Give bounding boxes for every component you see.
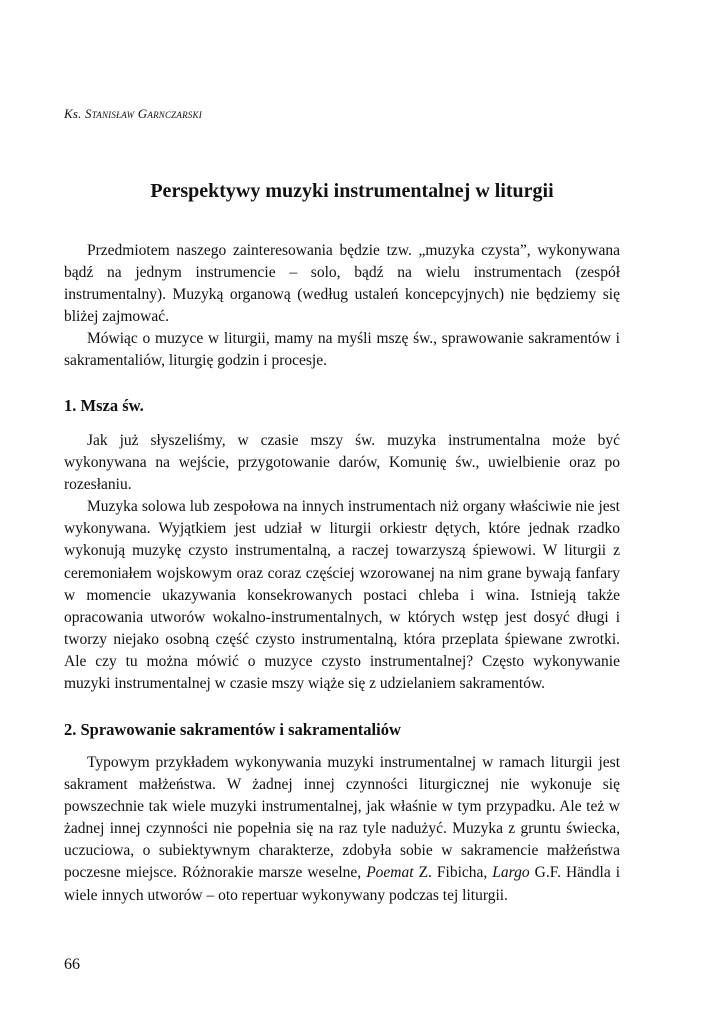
- author-prefix: Ks.: [64, 106, 82, 121]
- text-run: Z. Fibicha,: [418, 864, 488, 882]
- body-paragraph: Muzyka solowa lub zespołowa na innych instrumentach niż organy właściwie nie jest wykonywana. Wyjątkiem jest udział w liturgii orkiestr dętych, które jednak rzadko wykonują muzykę czysto instrumentalną, a raczej towarzyszą śpiewowi. W liturgii z ceremoniałem wojskowym oraz coraz częściej wzorowanej na nim grane bywają fanfary w momencie ukazywania konsekrowanych postaci chleba i wina. Istnieją także opracowania utworów wokalno-instrumentalnych, w których wstęp jest dosyć długi i tworzy niejako osobną część czysto instrumentalną, która przeplata śpiewane zwrotki. Ale czy tu można mówić o muzyce czysto instrumentalnej? Często wykonywanie muzyki instrumentalnej w czasie mszy wiąże się z udzielaniem sakramentów.: [64, 498, 620, 693]
- article-title: Perspektywy muzyki instrumentalnej w liturgii: [150, 180, 554, 202]
- body-paragraph: [64, 752, 620, 907]
- section-heading-msza: 1. Msza św.: [64, 396, 144, 415]
- italic-title-largo: Largo: [492, 864, 530, 882]
- section-heading-sakramenty: 2. Sprawowanie sakramentów i sakramentaliów: [64, 720, 401, 739]
- body-paragraph: Jak już słyszeliśmy, w czasie mszy św. muzyka instrumentalna może być wykonywana na wejście, przygotowanie darów, Komunię św., uwielbienie oraz po rozesłaniu.: [64, 432, 620, 494]
- intro-paragraph: Mówiąc o muzyce w liturgii, mamy na myśli mszę św., sprawowanie sakramentów i sakramentaliów, liturgię godzin i procesje.: [64, 330, 620, 370]
- italic-title-poemat: Poemat: [366, 864, 414, 882]
- intro-section: [64, 240, 620, 373]
- author-name: Stanisław Garnczarski: [85, 106, 202, 121]
- intro-paragraph: Przedmiotem naszego zainteresowania będzie tzw. „muzyka czysta”, wykonywana bądź na jednym instrumencie – solo, bądź na wielu instrumentach (zespół instrumentalny). Muzyką organową (według ustaleń koncepcyjnych) nie będziemy się bliżej zajmować.: [64, 242, 620, 326]
- text-run: G.F. Händla i wiele innych utworów – oto repertuar wykonywany podczas tej liturgii.: [64, 864, 621, 904]
- running-header-author: [64, 106, 202, 122]
- page-number: 66: [64, 956, 80, 973]
- section-body-msza: [64, 430, 620, 695]
- text-run: Typowym przykładem wykonywania muzyki instrumentalnej w ramach liturgii jest sakrament małżeństwa. W żadnej innej czynności liturgicznej nie wykonuje się powszechnie tak wiele muzyki instrumentalnej, jak właśnie w tym przypadku. Ale też w żadnej innej czynności nie popełnia się na raz tyle nadużyć. Muzyka z gruntu świecka, uczuciowa, o subiektywnym charakterze, zdobyła sobie w sakramencie małżeństwa poczesne miejsce. Różnorakie marsze weselne,: [64, 754, 620, 882]
- section-body-sakramenty: [64, 752, 620, 907]
